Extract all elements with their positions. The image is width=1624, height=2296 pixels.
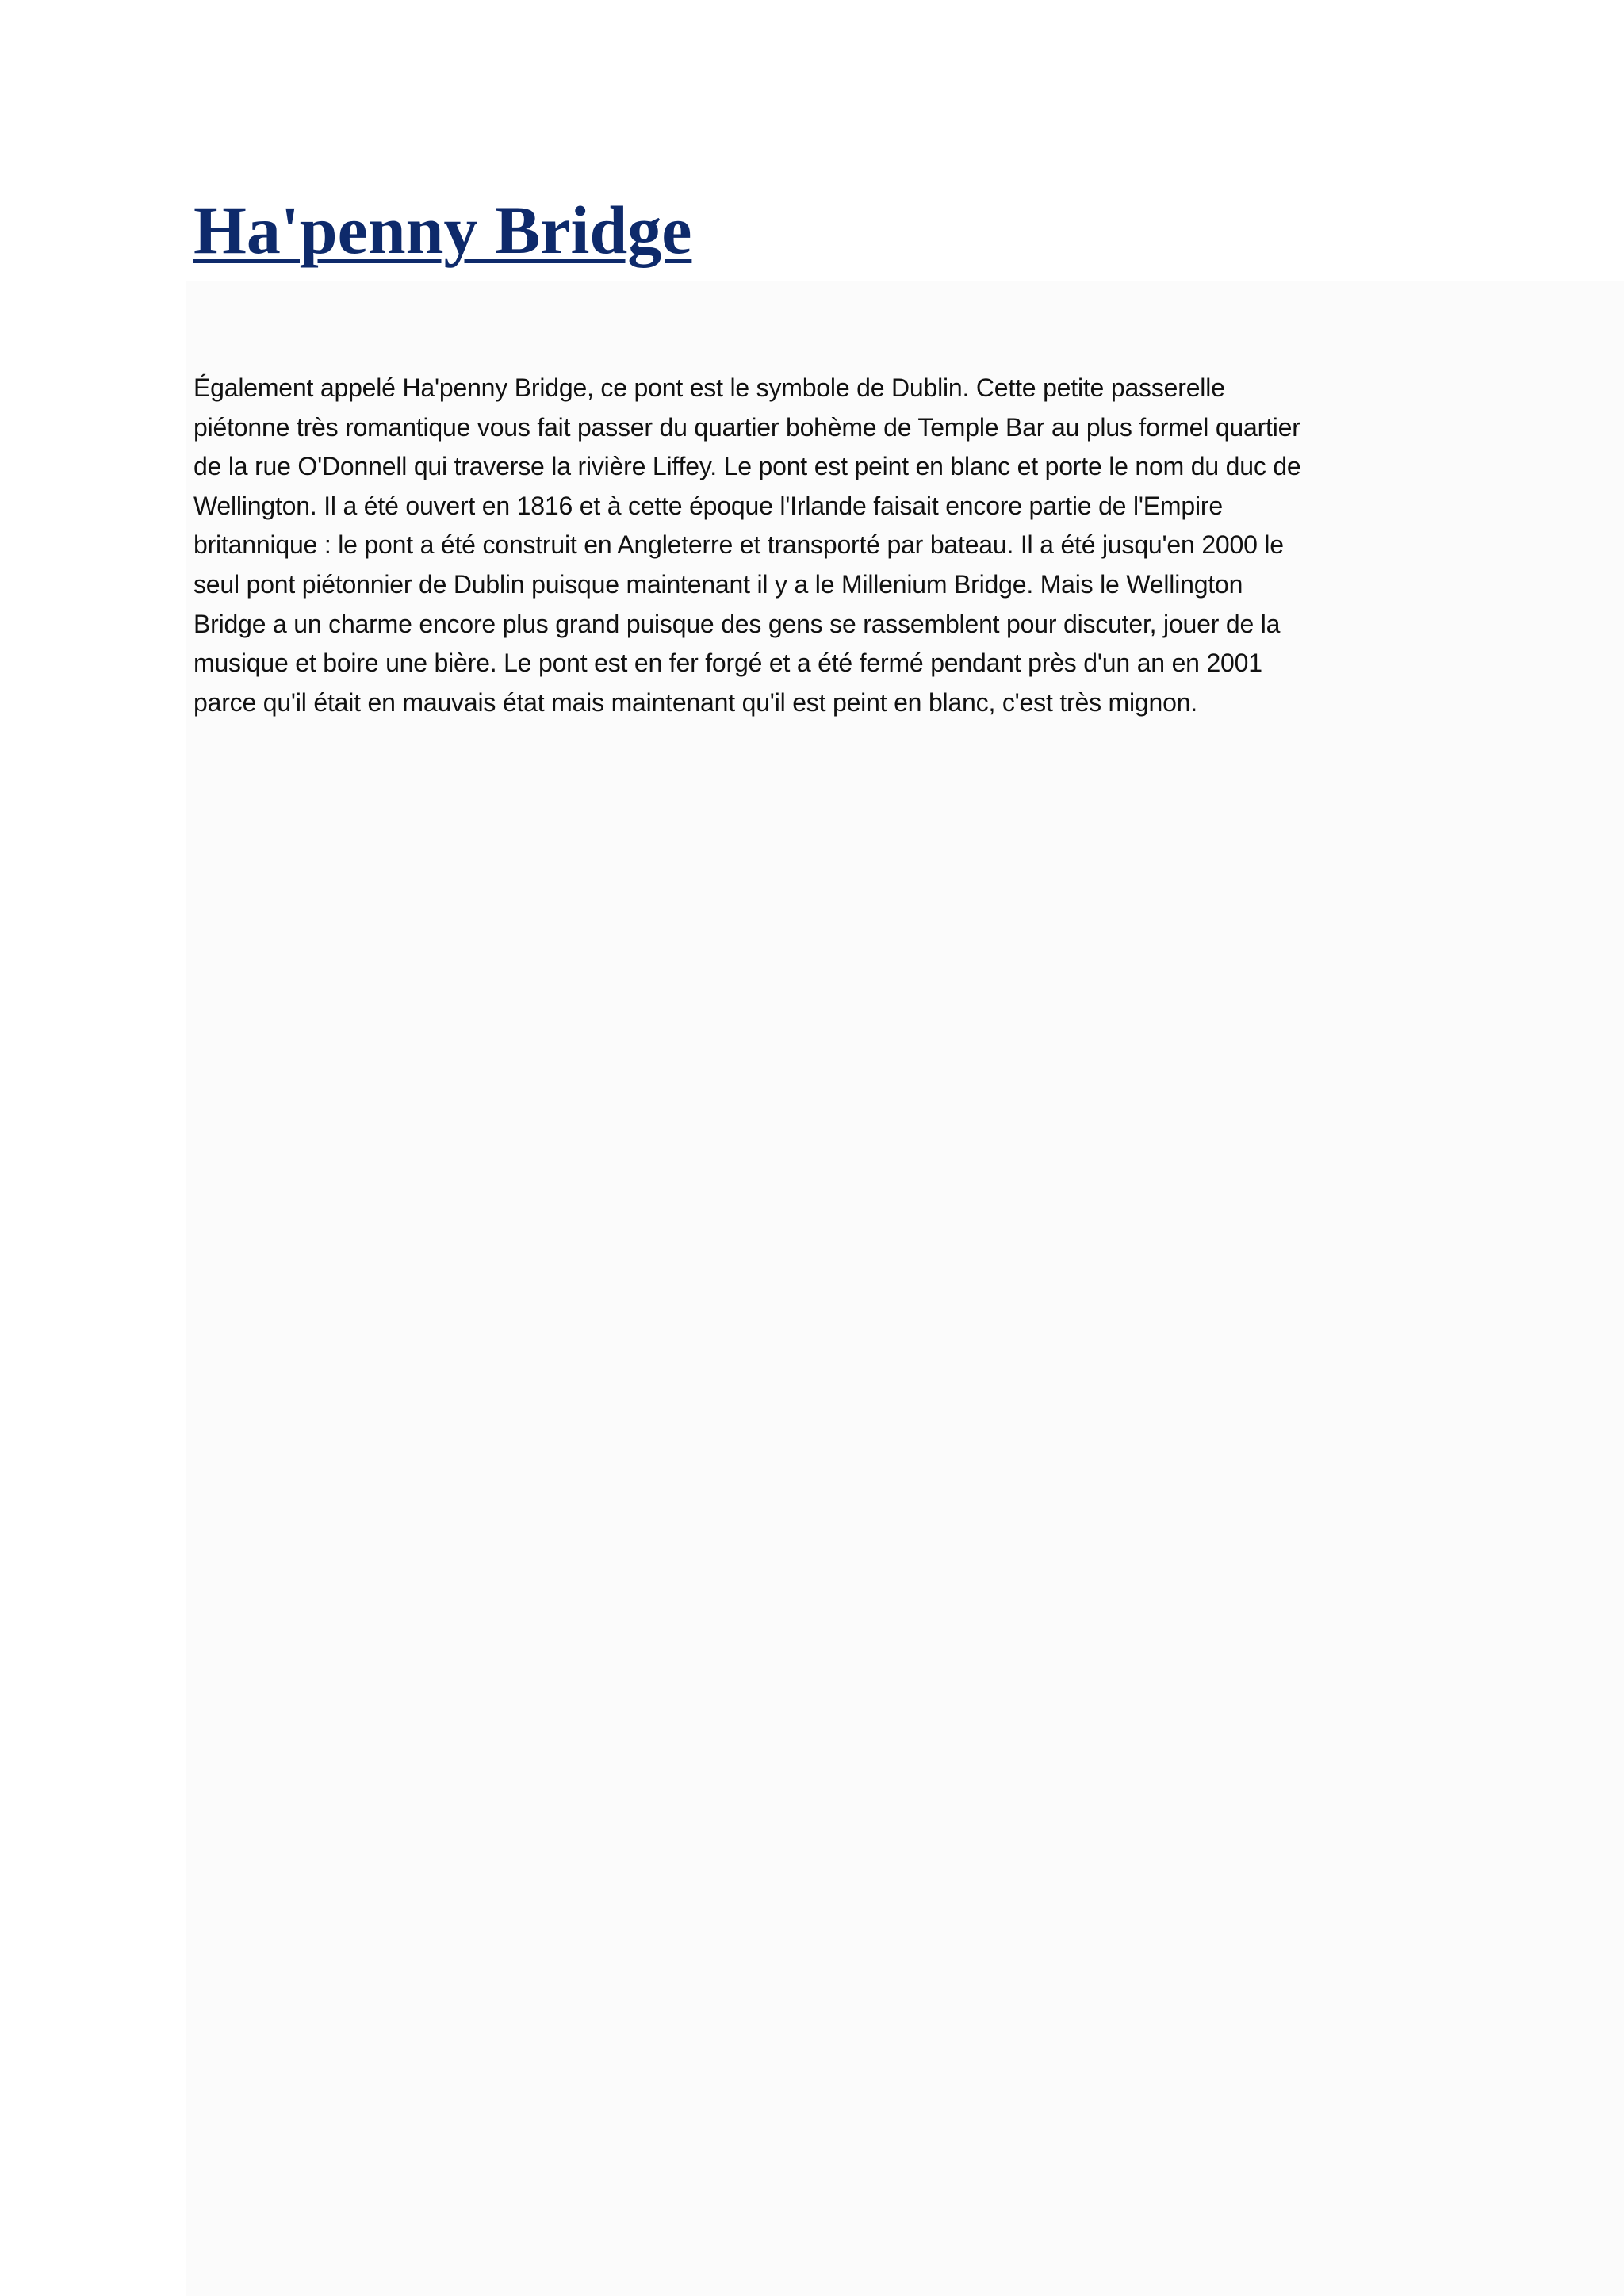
body-line: Bridge a un charme encore plus grand puisque des gens se rassemblent pour discuter, jouer de la bbox=[193, 609, 1281, 638]
body-line: de la rue O'Donnell qui traverse la rivière Liffey. Le pont est peint en blanc et porte le nom du duc de bbox=[193, 452, 1301, 481]
body-line: britannique : le pont a été construit en Angleterre et transporté par bateau. Il a été jusqu'en 2000 le bbox=[193, 530, 1284, 560]
body-paragraph bbox=[193, 369, 1589, 722]
body-line: Wellington. Il a été ouvert en 1816 et à cette époque l'Irlande faisait encore partie de l'Empire bbox=[193, 491, 1223, 520]
body-line: parce qu'il était en mauvais état mais maintenant qu'il est peint en blanc, c'est très mignon. bbox=[193, 687, 1197, 717]
body-line: piétonne très romantique vous fait passer du quartier bohème de Temple Bar au plus formel quartier bbox=[193, 412, 1300, 442]
document-title: Ha'penny Bridge bbox=[193, 192, 692, 268]
body-line: seul pont piétonnier de Dublin puisque maintenant il y a le Millenium Bridge. Mais le Wellington bbox=[193, 569, 1243, 599]
body-line: musique et boire une bière. Le pont est en fer forgé et a été fermé pendant près d'un an en 2001 bbox=[193, 649, 1262, 678]
body-line: Également appelé Ha'penny Bridge, ce pont est le symbole de Dublin. Cette petite passerelle bbox=[193, 373, 1225, 402]
